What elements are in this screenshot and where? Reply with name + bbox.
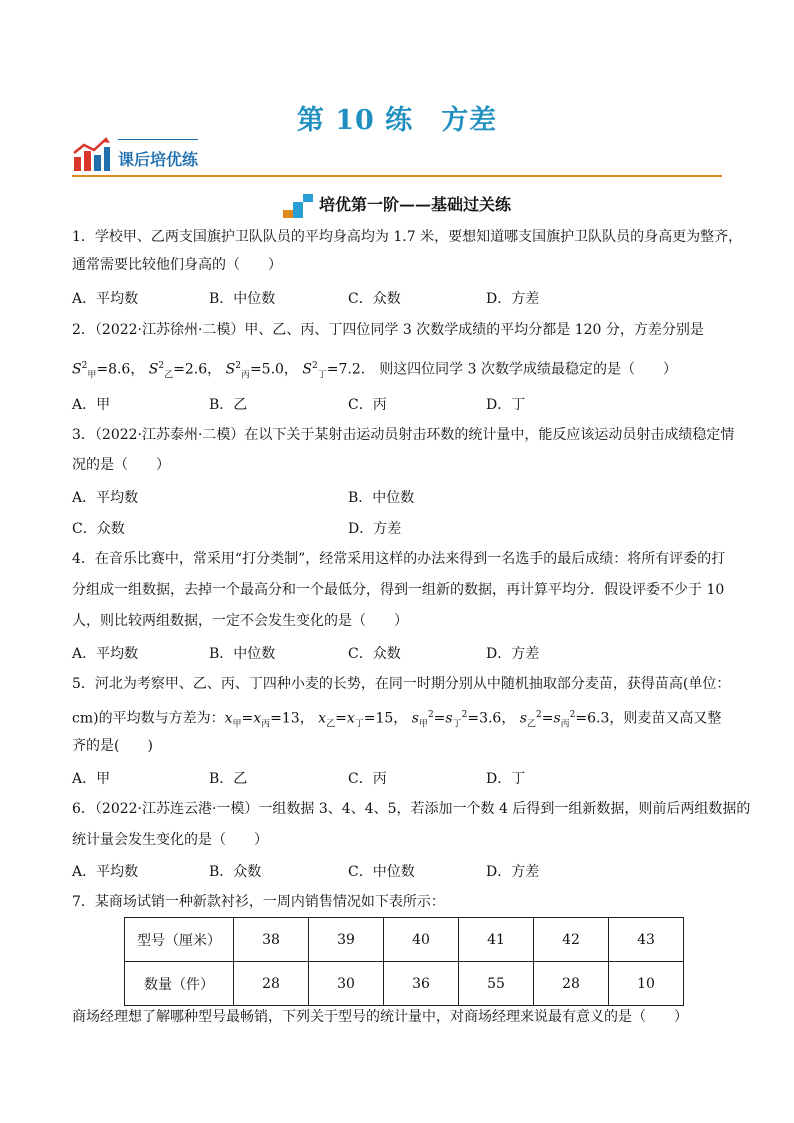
q3-option-d: D．方差 [348,521,402,537]
table-cell: 36 [384,962,459,1006]
q4-line1: 4．在音乐比赛中，常采用“打分类制”，经常采用这样的办法来得到一名选手的最后成绩：将所有评委的打 [72,551,726,567]
q5-line1: 5．河北为考察甲、乙、丙、丁四种小麦的长势，在同一时期分别从中随机抽取部分麦苗，获得苗高(单位： [72,676,731,692]
q5-option-d: D．丁 [486,771,526,787]
q4-line2: 分组成一组数据，去掉一个最高分和一个最低分，得到一组新的数据，再计算平均分．假设评委不少于 10 [72,582,725,598]
table-row-header: 数量（件） [125,962,234,1006]
subsection-heading [0,192,794,218]
q7-table [124,917,684,1006]
steps-icon [283,194,313,218]
table-cell: 30 [309,962,384,1006]
q1-option-b: B．中位数 [209,291,276,307]
q2-option-d: D．丁 [486,397,526,413]
q1-option-a: A．平均数 [72,291,139,307]
bar-chart-growth-icon [72,137,112,173]
table-cell: 41 [459,918,534,962]
q1-option-d: D．方差 [486,291,540,307]
table-row-header: 型号（厘米） [125,918,234,962]
q3-option-a: A．平均数 [72,490,139,506]
q2-line1: 2．（2022·江苏徐州·二模）甲、乙、丙、丁四位同学 3 次数学成绩的平均分都是 120 分，方差分别是 [72,322,704,338]
q7-line1: 7．某商场试销一种新款衬衫，一周内销售情况如下表所示： [72,894,445,910]
table-row [125,962,684,1006]
q1-option-c: C．众数 [348,291,401,307]
section-divider [72,175,722,177]
table-cell: 40 [384,918,459,962]
q5-option-c: C．丙 [348,771,387,787]
q2-option-c: C．丙 [348,397,387,413]
q5-line3: 齐的是( ) [72,738,153,754]
q6-line2: 统计量会发生变化的是（ ） [72,832,268,848]
q3-line2: 况的是（ ） [72,457,170,473]
q2-option-a: A．甲 [72,397,111,413]
q2-option-b: B．乙 [209,397,248,413]
section-label: 课后培优练 [118,150,199,169]
q3-option-b: B．中位数 [348,490,415,506]
table-cell: 39 [309,918,384,962]
table-cell: 55 [459,962,534,1006]
q1-line1: 1．学校甲、乙两支国旗护卫队队员的平均身高均为 1.7 米，要想知道哪支国旗护卫队队员的身高更为整齐， [72,229,743,245]
q4-option-d: D．方差 [486,646,540,662]
page-title [0,98,794,137]
q2-line2: $S^2_甲=8.6$， $S^2_乙=2.6$， $S^2_丙=5.0$， $S^2_丁=7.2$． 则这四位同学 3 次数学成绩最稳定的是（ ） [72,361,677,381]
q4-option-b: B．中位数 [209,646,276,662]
q4-option-a: A．平均数 [72,646,139,662]
q6-option-a: A．平均数 [72,864,139,880]
title-part2: 方差 [441,105,498,136]
q5-option-a: A．甲 [72,771,111,787]
table-row [125,918,684,962]
q4-line3: 人，则比较两组数据，一定不会发生变化的是（ ） [72,613,408,629]
q5-option-b: B．乙 [209,771,248,787]
table-cell: 10 [609,962,684,1006]
title-part1: 第 10 练 [296,105,414,136]
table-cell: 28 [234,962,309,1006]
table-cell: 38 [234,918,309,962]
q4-option-c: C．众数 [348,646,401,662]
q6-option-c: C．中位数 [348,864,415,880]
section-top-line [118,139,198,140]
table-cell: 42 [534,918,609,962]
q6-line1: 6．（2022·江苏连云港·一模）一组数据 3、4、4、5，若添加一个数 4 后得到一组新数据，则前后两组数据的 [72,801,751,817]
q7-line2: 商场经理想了解哪种型号最畅销，下列关于型号的统计量中，对商场经理来说最有意义的是（ ） [72,1009,688,1025]
q6-option-d: D．方差 [486,864,540,880]
q3-option-c: C．众数 [72,521,125,537]
q3-line1: 3．（2022·江苏泰州·二模）在以下关于某射击运动员射击环数的统计量中，能反应该运动员射击成绩稳定情 [72,427,735,443]
table-cell: 43 [609,918,684,962]
q1-line2: 通常需要比较他们身高的（ ） [72,257,282,273]
subsection-text: 培优第一阶——基础过关练 [318,195,511,214]
q5-line2: cm)的平均数与方差为：$x_甲=x_丙=13$， $x_乙=x_丁=15$， $s_甲^2=s_丁^2=3.6$， $s_乙^2=s_丙^2=6.3$，则麦苗又高又整 [72,710,722,730]
table-cell: 28 [534,962,609,1006]
q6-option-b: B．众数 [209,864,262,880]
